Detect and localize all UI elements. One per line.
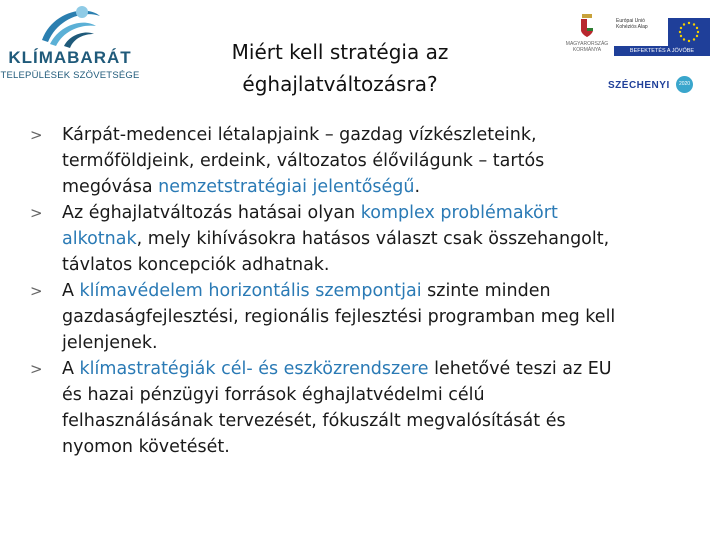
bullet-text: felhasználásának tervezését, fókuszált megvalósítását és (62, 411, 566, 431)
bullet-item (30, 122, 690, 200)
title-line-2: éghajlatváltozásra? (242, 72, 438, 96)
bullet-text: . (414, 177, 421, 197)
bullet-marker-icon: > (30, 126, 43, 144)
bullet-text: szinte minden (421, 281, 551, 301)
coat-of-arms-icon (579, 14, 595, 38)
bullet-line (62, 408, 690, 434)
bullet-marker-icon: > (30, 360, 43, 378)
government-logo (562, 14, 612, 74)
bullet-text: termőföldjeink, erdeink, változatos élővilágunk – tartós (62, 151, 545, 171)
bullet-list (30, 122, 690, 460)
logo-subtitle: TELEPÜLÉSEK SZÖVETSÉGE (0, 70, 140, 81)
highlighted-text: klímastratégiák cél- és eszközrendszere (79, 359, 429, 379)
bullet-text: , mely kihívásokra hatásos választ csak összehangolt, (136, 229, 610, 249)
bullet-item (30, 356, 690, 460)
bullet-line (62, 252, 690, 278)
bullet-text: gazdaságfejlesztési, regionális fejlesztési programban meg kell (62, 307, 616, 327)
bullet-line (62, 434, 690, 460)
page-title (170, 36, 510, 100)
invest-banner: BEFEKTETÉS A JÖVŐBE (614, 46, 710, 56)
logo-name: KLÍMABARÁT (8, 48, 132, 67)
title-line-1: Miért kell stratégia az (231, 40, 449, 64)
bullet-line (62, 382, 690, 408)
bullet-line (62, 330, 690, 356)
bullet-text: A (62, 281, 80, 301)
eu-fund-text: Európai Unió Kohéziós Alap (616, 18, 648, 30)
szechenyi-badge-text: 2020 (678, 81, 691, 87)
klimabarat-logo (0, 0, 140, 95)
szechenyi-badge (676, 76, 693, 93)
bullet-line (62, 304, 690, 330)
bullet-text: Kárpát-medencei létalapjaink – gazdag vízkészleteink, (62, 125, 537, 145)
government-text: MAGYARORSZÁG KORMÁNYA (565, 41, 609, 53)
bullet-text: lehetővé teszi az EU (428, 359, 612, 379)
eu-flag-icon (668, 18, 710, 46)
bullet-line (62, 278, 690, 304)
bullet-marker-icon: > (30, 204, 43, 222)
bullet-text: és hazai pénzügyi források éghajlatvédelmi célú (62, 385, 485, 405)
bullet-line (62, 356, 690, 382)
highlighted-text: komplex problémakört (360, 203, 558, 223)
bullet-line (62, 122, 690, 148)
bullet-text: Az éghajlatváltozás hatásai olyan (62, 203, 361, 223)
highlighted-text: klímavédelem horizontális szempontjai (79, 281, 422, 301)
bullet-text: A (62, 359, 80, 379)
bullet-item (30, 200, 690, 278)
highlighted-text: nemzetstratégiai jelentőségű (158, 177, 415, 197)
bullet-text: nyomon követését. (62, 437, 230, 457)
bullet-line (62, 174, 690, 200)
bullet-text: jelenjenek. (62, 333, 158, 353)
bullet-text: távlatos koncepciók adhatnak. (62, 255, 330, 275)
highlighted-text: alkotnak (62, 229, 137, 249)
szechenyi-logo: SZÉCHENYI (608, 80, 670, 91)
bullet-line (62, 148, 690, 174)
bullet-line (62, 226, 690, 252)
bullet-item (30, 278, 690, 356)
bullet-line (62, 200, 690, 226)
globe-swirl-icon (34, 2, 106, 48)
bullet-text: megóvása (62, 177, 159, 197)
bullet-marker-icon: > (30, 282, 43, 300)
